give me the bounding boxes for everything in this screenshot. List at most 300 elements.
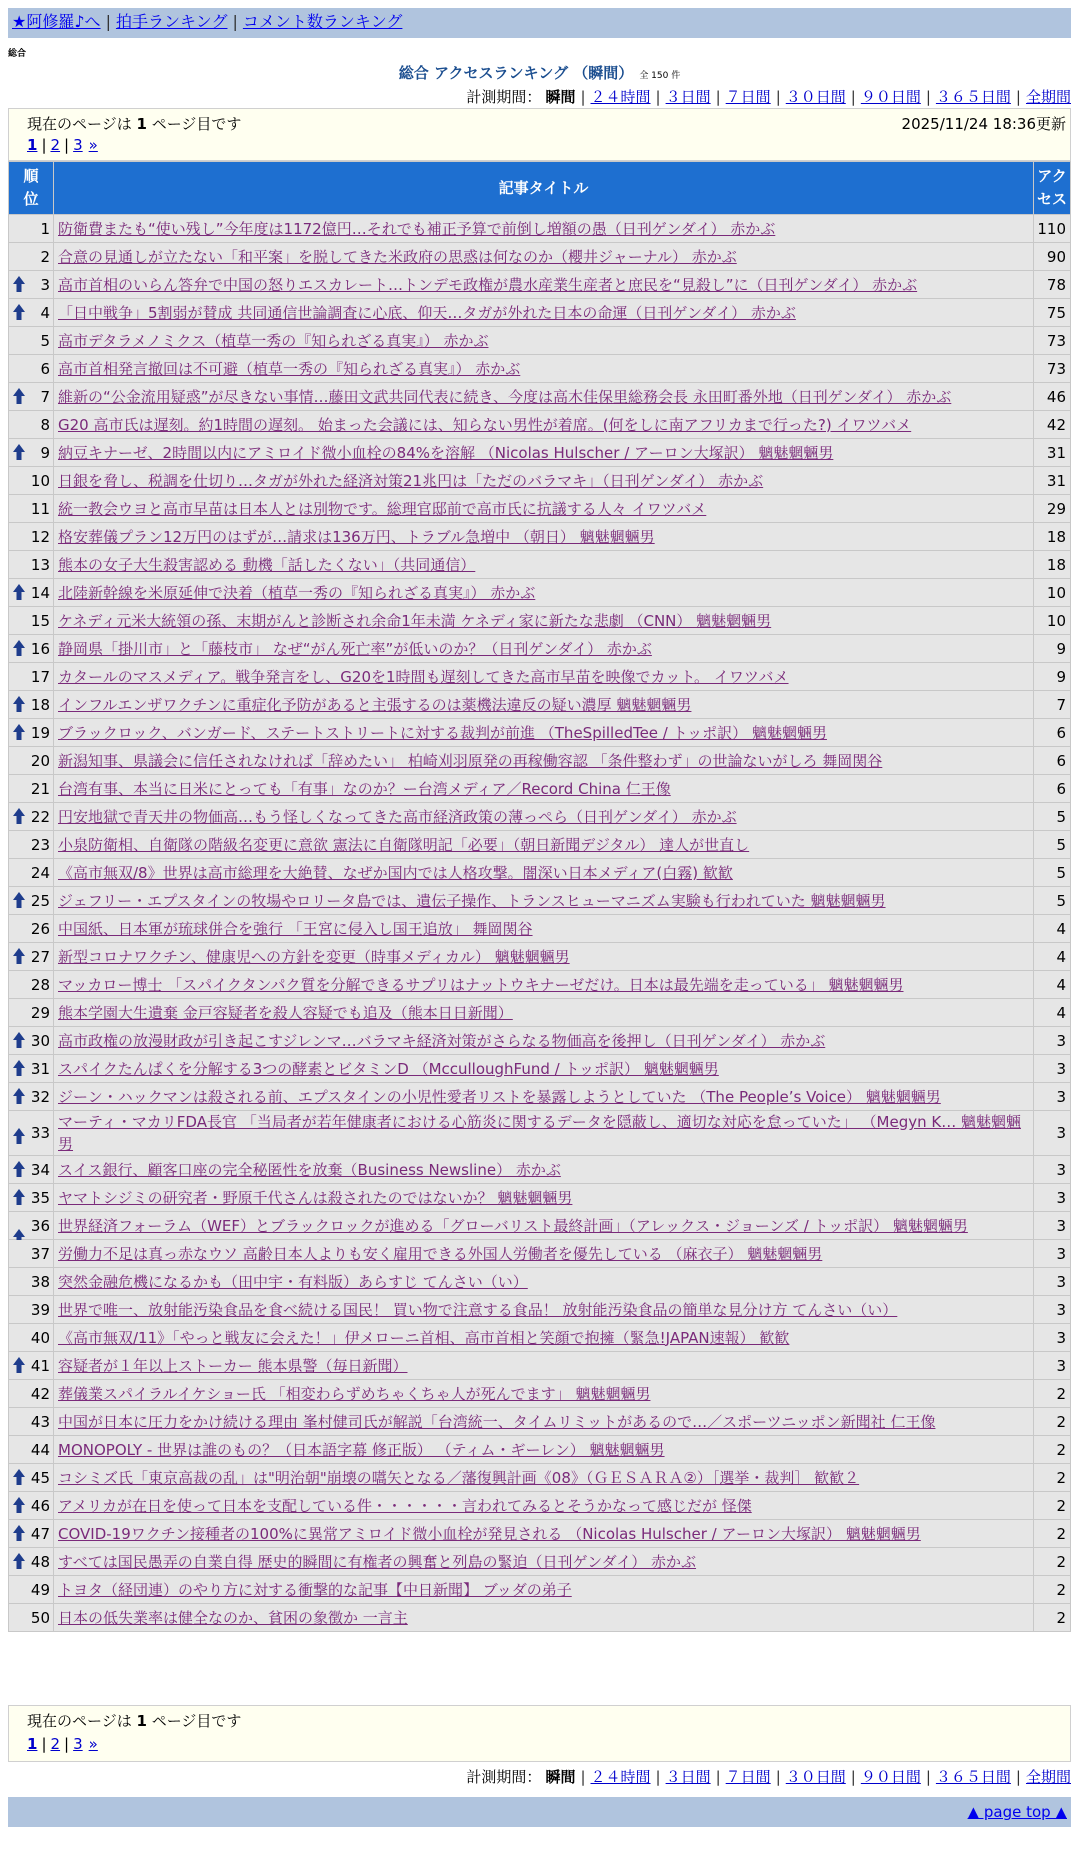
title-cell bbox=[54, 1548, 1034, 1576]
table-row bbox=[9, 411, 1071, 439]
article-link[interactable]: 格安葬儀プラン12万円のはずが…請求は136万円、トラブル急増中 （朝日） 魑魅魍魎男 bbox=[58, 527, 655, 546]
separator: | bbox=[580, 88, 586, 106]
table-row bbox=[9, 747, 1071, 775]
rank-cell bbox=[9, 439, 54, 467]
article-link[interactable]: すべては国民愚弄の自業自得 歴史的瞬間に有権者の興奮と列島の緊迫（日刊ゲンダイ） 赤かぶ bbox=[58, 1552, 697, 1571]
rank-up-arrow-icon bbox=[12, 1160, 26, 1178]
table-row bbox=[9, 1296, 1071, 1324]
title-cell bbox=[54, 1576, 1034, 1604]
table-row bbox=[9, 635, 1071, 663]
rank-cell bbox=[9, 1380, 54, 1408]
title-cell bbox=[54, 943, 1034, 971]
access-count: 29 bbox=[1034, 495, 1071, 523]
table-row bbox=[9, 579, 1071, 607]
separator: | bbox=[41, 136, 47, 154]
home-link[interactable]: ★阿修羅♪へ bbox=[12, 12, 101, 31]
rank-cell bbox=[9, 1083, 54, 1111]
title-cell bbox=[54, 831, 1034, 859]
rank-number: 17 bbox=[30, 667, 50, 686]
rank-number: 15 bbox=[30, 611, 50, 630]
access-count: 46 bbox=[1034, 383, 1071, 411]
separator: | bbox=[655, 88, 661, 106]
title-cell bbox=[54, 383, 1034, 411]
rank-number: 10 bbox=[30, 471, 50, 490]
rank-number: 40 bbox=[30, 1328, 50, 1347]
access-count: 10 bbox=[1034, 579, 1071, 607]
title-cell bbox=[54, 859, 1034, 887]
rank-up-arrow-icon bbox=[12, 891, 26, 909]
period-link[interactable]: 全期間 bbox=[1025, 88, 1071, 106]
rank-number: 12 bbox=[30, 527, 50, 546]
page-link[interactable]: 2 bbox=[50, 136, 61, 154]
title-cell bbox=[54, 1408, 1034, 1436]
title-cell bbox=[54, 299, 1034, 327]
table-row bbox=[9, 1408, 1071, 1436]
rank-number: 18 bbox=[30, 695, 50, 714]
article-link[interactable]: 合意の見通しが立たない「和平案」を脱してきた米政府の思惑は何なのか（櫻井ジャーナル） 赤かぶ bbox=[58, 247, 737, 266]
article-link[interactable]: 突然金融危機になるかも（田中宇・有料版）あらすじ てんさい（い） bbox=[58, 1272, 528, 1291]
rank-up-arrow-icon bbox=[12, 583, 26, 601]
title-cell bbox=[54, 1268, 1034, 1296]
table-row bbox=[9, 1380, 1071, 1408]
rank-cell bbox=[9, 383, 54, 411]
rank-up-arrow-icon bbox=[12, 1524, 26, 1542]
title-cell bbox=[54, 467, 1034, 495]
top-nav-bar: ★阿修羅♪へ | 拍手ランキング | コメント数ランキング bbox=[8, 8, 1071, 38]
access-header: アクセス bbox=[1034, 162, 1071, 215]
page-link[interactable]: 1 bbox=[27, 136, 38, 154]
rank-up-arrow-icon bbox=[12, 1188, 26, 1206]
rank-cell bbox=[9, 915, 54, 943]
article-link[interactable]: 静岡県「掛川市」と「藤枝市」 なぜ“がん死亡率”が低いのか？（日刊ゲンダイ） 赤かぶ bbox=[58, 639, 652, 658]
rank-number: 30 bbox=[30, 1031, 50, 1050]
table-row bbox=[9, 299, 1071, 327]
separator: | bbox=[850, 88, 856, 106]
rank-up-arrow-icon bbox=[12, 695, 26, 713]
rank-number: 11 bbox=[30, 499, 50, 518]
title-cell bbox=[54, 1111, 1034, 1156]
title-cell bbox=[54, 635, 1034, 663]
table-row bbox=[9, 1111, 1071, 1156]
article-link[interactable]: カタールのマスメディア。戦争発言をし、G20を1時間も遅刻してきた高市早苗を映像でカット。 イワツバメ bbox=[58, 667, 789, 686]
rank-up-arrow-icon bbox=[12, 1059, 26, 1077]
separator: | bbox=[850, 1768, 856, 1786]
title-cell bbox=[54, 411, 1034, 439]
rank-number: 45 bbox=[30, 1468, 50, 1487]
rank-up-arrow-icon bbox=[12, 1031, 26, 1049]
table-row bbox=[9, 1604, 1071, 1632]
access-count: 3 bbox=[1034, 1296, 1071, 1324]
access-count: 5 bbox=[1034, 831, 1071, 859]
rank-cell bbox=[9, 243, 54, 271]
article-link[interactable]: マッカロー博士 「スパイクタンパク質を分解できるサプリはナットウキナーゼだけ。日本は最先端を走っている」 魑魅魍魎男 bbox=[58, 975, 904, 994]
page-link[interactable]: 3 bbox=[73, 136, 83, 154]
rank-up-arrow-icon bbox=[12, 1127, 26, 1145]
rank-cell bbox=[9, 859, 54, 887]
article-link[interactable]: 高市デタラメノミクス（植草一秀の『知られざる真実』） 赤かぶ bbox=[58, 331, 489, 350]
rank-cell bbox=[9, 1604, 54, 1632]
access-count: 3 bbox=[1034, 1055, 1071, 1083]
separator: | bbox=[1015, 1768, 1021, 1786]
article-link[interactable]: 新型コロナワクチン、健康児への方針を変更（時事メディカル） 魑魅魍魎男 bbox=[58, 947, 570, 966]
title-cell bbox=[54, 327, 1034, 355]
page-link[interactable]: 1 bbox=[27, 1735, 38, 1753]
access-count: 2 bbox=[1034, 1408, 1071, 1436]
period-link[interactable]: ３日間 bbox=[665, 1768, 711, 1786]
article-link[interactable]: 日本の低失業率は健全なのか、貧困の象徴か 一言主 bbox=[58, 1608, 408, 1627]
article-link[interactable]: インフルエンザワクチンに重症化予防があると主張するのは薬機法違反の疑い濃厚 魑魅魍魎男 bbox=[58, 695, 692, 714]
title-cell bbox=[54, 1296, 1034, 1324]
title-cell bbox=[54, 551, 1034, 579]
title-cell bbox=[54, 999, 1034, 1027]
separator: | bbox=[925, 1768, 931, 1786]
rank-number: 26 bbox=[30, 919, 50, 938]
article-link[interactable]: ブラックロック、バンガード、ステートストリートに対する裁判が前進 （TheSpilledTee / トッポ訳） 魑魅魍魎男 bbox=[58, 723, 827, 742]
rank-cell bbox=[9, 1268, 54, 1296]
title-cell bbox=[54, 1324, 1034, 1352]
article-link[interactable]: 世界経済フォーラム（WEF）とブラックロックが進める「グローバリスト最終計画」（アレックス・ジョーンズ / トッポ訳） 魑魅魍魎男 bbox=[58, 1216, 968, 1235]
rank-number: 20 bbox=[30, 751, 50, 770]
article-link[interactable]: 新潟知事、県議会に信任されなければ「辞めたい」 柏崎刈羽原発の再稼働容認 「条件整わず」の世論ないがしろ 舞岡関谷 bbox=[58, 751, 883, 770]
rank-header: 順位 bbox=[9, 162, 54, 215]
access-count: 2 bbox=[1034, 1548, 1071, 1576]
rank-number: 23 bbox=[30, 835, 50, 854]
access-count: 6 bbox=[1034, 747, 1071, 775]
rank-number: 1 bbox=[40, 219, 50, 238]
rank-cell bbox=[9, 1111, 54, 1156]
page-link[interactable]: 3 bbox=[73, 1735, 83, 1753]
article-link[interactable]: 「日中戦争」5割弱が賛成 共同通信世論調査に心底、仰天…タガが外れた日本の命運（日刊ゲンダイ） 赤かぶ bbox=[58, 303, 796, 322]
table-row bbox=[9, 1083, 1071, 1111]
next-page-link[interactable]: » bbox=[88, 1735, 98, 1753]
article-link[interactable]: アメリカが在日を使って日本を支配している件・・・・・・言われてみるとそうかなって感じだが 怪傑 bbox=[58, 1496, 752, 1515]
rank-number: 8 bbox=[40, 415, 50, 434]
rank-number: 14 bbox=[30, 583, 50, 602]
current-page-text bbox=[27, 113, 241, 134]
access-count: 31 bbox=[1034, 467, 1071, 495]
article-link[interactable]: ケネディ元米大統領の孫、末期がんと診断され余命1年未満 ケネディ家に新たな悲劇 （CNN） 魑魅魍魎男 bbox=[58, 611, 772, 630]
period-link[interactable]: ３０日間 bbox=[785, 1768, 846, 1786]
article-link[interactable]: 《高市無双/8》世界は高市総理を大絶賛、なぜか国内では人格攻撃。闇深い日本メディア(白霧) 歓歓 bbox=[58, 863, 733, 882]
rank-up-arrow-icon bbox=[12, 723, 26, 741]
access-count: 75 bbox=[1034, 299, 1071, 327]
separator: | bbox=[775, 1768, 781, 1786]
rank-cell bbox=[9, 467, 54, 495]
title-cell bbox=[54, 243, 1034, 271]
rank-number: 31 bbox=[30, 1059, 50, 1078]
pagination bbox=[27, 1735, 98, 1753]
access-count: 3 bbox=[1034, 1212, 1071, 1240]
access-count: 5 bbox=[1034, 803, 1071, 831]
table-row bbox=[9, 775, 1071, 803]
period-selector-bottom bbox=[466, 1766, 1071, 1787]
rank-cell bbox=[9, 1296, 54, 1324]
article-link[interactable]: 中国紙、日本軍が琉球併合を強行 「王宮に侵入し国王追放」 舞岡関谷 bbox=[58, 919, 533, 938]
table-row bbox=[9, 803, 1071, 831]
table-row bbox=[9, 327, 1071, 355]
title-cell bbox=[54, 747, 1034, 775]
current-page-number: 1 bbox=[136, 1712, 147, 1730]
access-count: 2 bbox=[1034, 1436, 1071, 1464]
period-link[interactable]: ２４時間 bbox=[590, 88, 651, 106]
article-link[interactable]: 熊本の女子大生殺害認める 動機「話したくない」（共同通信） bbox=[58, 555, 476, 574]
article-link[interactable]: ヤマトシジミの研究者・野原千代さんは殺されたのではないか？ 魑魅魍魎男 bbox=[58, 1188, 573, 1207]
period-link[interactable]: ９０日間 bbox=[860, 88, 921, 106]
rank-number: 33 bbox=[30, 1124, 50, 1142]
article-link[interactable]: 維新の“公金流用疑惑”が尽きない事情…藤田文武共同代表に続き、今度は高木佳保里総務会長 永田町番外地（日刊ゲンダイ） 赤かぶ bbox=[58, 387, 952, 406]
rank-cell bbox=[9, 607, 54, 635]
table-row bbox=[9, 1576, 1071, 1604]
title-cell bbox=[54, 1027, 1034, 1055]
access-count: 3 bbox=[1034, 1268, 1071, 1296]
article-link[interactable]: 高市政権の放漫財政が引き起こすジレンマ…バラマキ経済対策がさらなる物価高を後押し（日刊ゲンダイ） 赤かぶ bbox=[58, 1031, 826, 1050]
separator: | bbox=[715, 1768, 721, 1786]
table-row bbox=[9, 1436, 1071, 1464]
title-cell bbox=[54, 1083, 1034, 1111]
article-link[interactable]: ジェフリー・エプスタインの牧場やロリータ島では、遺伝子操作、トランスヒューマニズム実験も行われていた 魑魅魍魎男 bbox=[58, 891, 886, 910]
article-link[interactable]: 労働力不足は真っ赤なウソ 高齢日本人よりも安く雇用できる外国人労働者を優先している （麻衣子） 魑魅魍魎男 bbox=[58, 1244, 823, 1263]
rank-number: 38 bbox=[30, 1272, 50, 1291]
page-top-link[interactable]: ▲ page top ▲ bbox=[967, 1803, 1067, 1821]
table-row bbox=[9, 271, 1071, 299]
access-count: 42 bbox=[1034, 411, 1071, 439]
rank-number: 6 bbox=[40, 359, 50, 378]
title-cell bbox=[54, 915, 1034, 943]
table-row bbox=[9, 467, 1071, 495]
rank-number: 37 bbox=[30, 1244, 50, 1263]
rank-cell bbox=[9, 1212, 54, 1240]
separator: | bbox=[64, 136, 70, 154]
article-link[interactable]: 高市首相発言撤回は不可避（植草一秀の『知られざる真実』） 赤かぶ bbox=[58, 359, 521, 378]
rank-cell bbox=[9, 1520, 54, 1548]
comment-ranking-link[interactable]: コメント数ランキング bbox=[242, 12, 403, 31]
rank-cell bbox=[9, 523, 54, 551]
article-link[interactable]: 中国が日本に圧力をかけ続ける理由 峯村健司氏が解説「台湾統一、タイムリミットがあるので…／スポーツニッポン新聞社 仁王像 bbox=[58, 1412, 936, 1431]
article-link[interactable]: 葬儀業スパイラルイケショー氏 「相変わらずめちゃくちゃ人が死んでます」 魑魅魍魎男 bbox=[58, 1384, 651, 1403]
access-count: 4 bbox=[1034, 943, 1071, 971]
access-count: 18 bbox=[1034, 551, 1071, 579]
period-label: 計測期間： bbox=[466, 88, 542, 106]
rank-number: 4 bbox=[40, 303, 50, 322]
access-count: 78 bbox=[1034, 271, 1071, 299]
rank-cell bbox=[9, 1492, 54, 1520]
article-link[interactable]: コシミズ氏「東京高裁の乱」は"明治朝"崩壊の嚆矢となる／藩復興計画《08》（ＧＥＳＡＲＡ②）［選挙・裁判］ 歓歓２ bbox=[58, 1468, 860, 1487]
rank-up-arrow-icon bbox=[12, 947, 26, 965]
table-header-row bbox=[9, 162, 1071, 215]
article-link[interactable]: 円安地獄で青天井の物価高…もう怪しくなってきた高市経済政策の薄っぺら（日刊ゲンダイ） 赤かぶ bbox=[58, 807, 737, 826]
article-link[interactable]: 統一教会ウヨと高市早苗は日本人とは別物です。総理官邸前で高市氏に抗議する人々 イワツバメ bbox=[58, 499, 707, 518]
page-info-top bbox=[8, 108, 1071, 161]
article-link[interactable]: 高市首相のいらん答弁で中国の怒りエスカレート…トンデモ政権が農水産業生産者と庶民を“見殺し”に（日刊ゲンダイ） 赤かぶ bbox=[58, 275, 918, 294]
rank-number: 42 bbox=[30, 1384, 50, 1403]
table-row bbox=[9, 943, 1071, 971]
access-count: 5 bbox=[1034, 859, 1071, 887]
article-link[interactable]: 防衛費またも“使い残し”今年度は1172億円…それでも補正予算で前倒し増額の愚（日刊ゲンダイ） 赤かぶ bbox=[58, 219, 776, 238]
article-link[interactable]: スイス銀行、顧客口座の完全秘匿性を放棄（Business Newsline） 赤かぶ bbox=[58, 1160, 561, 1179]
access-count: 90 bbox=[1034, 243, 1071, 271]
category-label: 総合 bbox=[8, 49, 27, 59]
article-link[interactable]: ジーン・ハックマンは殺される前、エプスタインの小児性愛者リストを暴露しようとしていた （The People’s Voice） 魑魅魍魎男 bbox=[58, 1087, 941, 1106]
table-row bbox=[9, 1324, 1071, 1352]
rank-cell bbox=[9, 1027, 54, 1055]
rank-cell bbox=[9, 1055, 54, 1083]
rank-cell bbox=[9, 411, 54, 439]
title-cell bbox=[54, 1352, 1034, 1380]
rank-cell bbox=[9, 635, 54, 663]
title-cell bbox=[54, 495, 1034, 523]
rank-number: 43 bbox=[30, 1412, 50, 1431]
article-link[interactable]: G20 高市氏は遅刻。約1時間の遅刻。 始まった会議には、知らない男性が着席。(何をしに南アフリカまで行った?) イワツバメ bbox=[58, 415, 912, 434]
rank-up-arrow-icon bbox=[12, 1087, 26, 1105]
page-title-row bbox=[0, 62, 1079, 83]
updated-timestamp: 2025/11/24 18:36更新 bbox=[901, 115, 1066, 133]
rank-cell bbox=[9, 1240, 54, 1268]
rank-cell bbox=[9, 663, 54, 691]
title-cell bbox=[54, 803, 1034, 831]
access-count: 6 bbox=[1034, 775, 1071, 803]
table-row bbox=[9, 691, 1071, 719]
article-link[interactable]: 日銀を脅し、税調を仕切り…タガが外れた経済対策21兆円は「ただのバラマキ」（日刊ゲンダイ） 赤かぶ bbox=[58, 471, 764, 490]
rank-cell bbox=[9, 1156, 54, 1184]
rank-number: 39 bbox=[30, 1300, 50, 1319]
rank-number: 29 bbox=[30, 1003, 50, 1022]
rank-number: 47 bbox=[30, 1524, 50, 1543]
rank-number: 9 bbox=[40, 443, 50, 462]
access-count: 4 bbox=[1034, 999, 1071, 1027]
title-cell bbox=[54, 271, 1034, 299]
rank-number: 3 bbox=[40, 275, 50, 294]
title-cell bbox=[54, 691, 1034, 719]
article-link[interactable]: 小泉防衛相、自衛隊の階級名変更に意欲 憲法に自衛隊明記「必要」（朝日新聞デジタル） 達人が世直し bbox=[58, 835, 750, 854]
rank-up-arrow-icon bbox=[12, 303, 26, 321]
title-cell bbox=[54, 1240, 1034, 1268]
access-count: 3 bbox=[1034, 1184, 1071, 1212]
article-link[interactable]: トヨタ（経団連）のやり方に対する衝撃的な記事【中日新聞】 ブッダの弟子 bbox=[58, 1580, 572, 1599]
access-count: 5 bbox=[1034, 887, 1071, 915]
title-cell bbox=[54, 663, 1034, 691]
period-link[interactable]: ９０日間 bbox=[860, 1768, 921, 1786]
access-count: 3 bbox=[1034, 1111, 1071, 1156]
period-link[interactable]: ３６５日間 bbox=[935, 88, 1011, 106]
pagination bbox=[27, 136, 98, 154]
period-link[interactable]: 全期間 bbox=[1025, 1768, 1071, 1786]
rank-up-arrow-icon bbox=[12, 639, 26, 657]
title-cell bbox=[54, 1492, 1034, 1520]
access-count: 3 bbox=[1034, 1083, 1071, 1111]
title-cell bbox=[54, 1212, 1034, 1240]
rank-number: 5 bbox=[40, 331, 50, 350]
article-link[interactable]: 世界で唯一、放射能汚染食品を食べ続ける国民！ 買い物で注意する食品！ 放射能汚染食品の簡単な見分け方 てんさい（い） bbox=[58, 1300, 898, 1319]
article-link[interactable]: スパイクたんぱくを分解する3つの酵素とビタミンD （McculloughFund / トッポ訳） 魑魅魍魎男 bbox=[58, 1059, 719, 1078]
title-cell bbox=[54, 523, 1034, 551]
table-row bbox=[9, 1055, 1071, 1083]
item-count: 全 150 件 bbox=[639, 71, 681, 81]
table-row bbox=[9, 243, 1071, 271]
title-cell bbox=[54, 775, 1034, 803]
rank-up-arrow-icon bbox=[12, 387, 26, 405]
rank-number: 22 bbox=[30, 807, 50, 826]
access-count: 3 bbox=[1034, 1156, 1071, 1184]
table-row bbox=[9, 831, 1071, 859]
table-row bbox=[9, 551, 1071, 579]
table-row bbox=[9, 1548, 1071, 1576]
table-row bbox=[9, 1212, 1071, 1240]
table-row bbox=[9, 439, 1071, 467]
article-link[interactable]: 納豆キナーゼ、2時間以内にアミロイド微小血栓の84%を溶解 （Nicolas Hulscher / アーロン大塚訳） 魑魅魍魎男 bbox=[58, 443, 834, 462]
period-link[interactable]: ２４時間 bbox=[590, 1768, 651, 1786]
rank-cell bbox=[9, 775, 54, 803]
rank-cell bbox=[9, 971, 54, 999]
rank-number: 24 bbox=[30, 863, 50, 882]
ranking-table bbox=[8, 161, 1071, 1632]
rank-cell bbox=[9, 1324, 54, 1352]
page-title: 総合 アクセスランキング （瞬間） bbox=[398, 64, 634, 82]
rank-number: 35 bbox=[30, 1188, 50, 1207]
article-link[interactable]: 熊本学園大生遺棄 金戸容疑者を殺人容疑でも追及（熊本日日新聞） bbox=[58, 1003, 513, 1022]
table-row bbox=[9, 1027, 1071, 1055]
article-link[interactable]: 《高市無双/11》「やっと戦友に会えた！」伊メローニ首相、高市首相と笑顔で抱擁（緊急!JAPAN速報） 歓歓 bbox=[58, 1328, 790, 1347]
next-page-link[interactable]: » bbox=[88, 136, 98, 154]
rank-number: 16 bbox=[30, 639, 50, 658]
table-row bbox=[9, 1464, 1071, 1492]
title-cell bbox=[54, 1604, 1034, 1632]
separator: | bbox=[655, 1768, 661, 1786]
article-link[interactable]: 台湾有事、本当に日米にとっても「有事」なのか？ー台湾メディア／Record China 仁王像 bbox=[58, 779, 671, 798]
rank-cell bbox=[9, 551, 54, 579]
article-link[interactable]: MONOPOLY - 世界は誰のもの？（日本語字幕 修正版） （ティム・ギーレン） 魑魅魍魎男 bbox=[58, 1440, 665, 1459]
access-count: 2 bbox=[1034, 1576, 1071, 1604]
rank-cell bbox=[9, 1576, 54, 1604]
table-row bbox=[9, 1268, 1071, 1296]
applause-ranking-link[interactable]: 拍手ランキング bbox=[115, 12, 228, 31]
table-row bbox=[9, 495, 1071, 523]
rank-cell bbox=[9, 215, 54, 243]
page-link[interactable]: 2 bbox=[50, 1735, 61, 1753]
table-row bbox=[9, 887, 1071, 915]
access-count: 2 bbox=[1034, 1520, 1071, 1548]
title-cell bbox=[54, 1520, 1034, 1548]
access-count: 3 bbox=[1034, 1324, 1071, 1352]
title-cell bbox=[54, 1464, 1034, 1492]
article-link[interactable]: 北陸新幹線を米原延伸で決着（植草一秀の『知られざる真実』） 赤かぶ bbox=[58, 583, 536, 602]
period-link[interactable]: ３６５日間 bbox=[935, 1768, 1011, 1786]
table-row bbox=[9, 859, 1071, 887]
title-cell bbox=[54, 1184, 1034, 1212]
separator: | bbox=[1015, 88, 1021, 106]
table-row bbox=[9, 1520, 1071, 1548]
rank-cell bbox=[9, 1464, 54, 1492]
table-row bbox=[9, 1240, 1071, 1268]
table-row bbox=[9, 999, 1071, 1027]
current-page-text bbox=[27, 1710, 241, 1731]
rank-number: 41 bbox=[30, 1356, 50, 1375]
rank-cell bbox=[9, 1184, 54, 1212]
article-link[interactable]: COVID-19ワクチン接種者の100%に異常アミロイド微小血栓が発見される （Nicolas Hulscher / アーロン大塚訳） 魑魅魍魎男 bbox=[58, 1524, 921, 1543]
period-link[interactable]: ３０日間 bbox=[785, 88, 846, 106]
article-link[interactable]: 容疑者が１年以上ストーカー 熊本県警（毎日新聞） bbox=[58, 1356, 408, 1375]
period-link[interactable]: ３日間 bbox=[665, 88, 711, 106]
rank-cell bbox=[9, 1436, 54, 1464]
article-link[interactable]: マーティ・マカリFDA長官 「当局者が若年健康者における心筋炎に関するデータを隠蔽し、適切な対応を怠っていた」 （Megyn K… 魑魅魍魎男 bbox=[58, 1113, 1021, 1153]
rank-number: 44 bbox=[30, 1440, 50, 1459]
period-link[interactable]: ７日間 bbox=[725, 88, 771, 106]
rank-cell bbox=[9, 355, 54, 383]
period-link[interactable]: ７日間 bbox=[725, 1768, 771, 1786]
rank-number: 46 bbox=[30, 1496, 50, 1515]
access-count: 73 bbox=[1034, 355, 1071, 383]
separator: | bbox=[41, 1735, 47, 1753]
access-count: 73 bbox=[1034, 327, 1071, 355]
